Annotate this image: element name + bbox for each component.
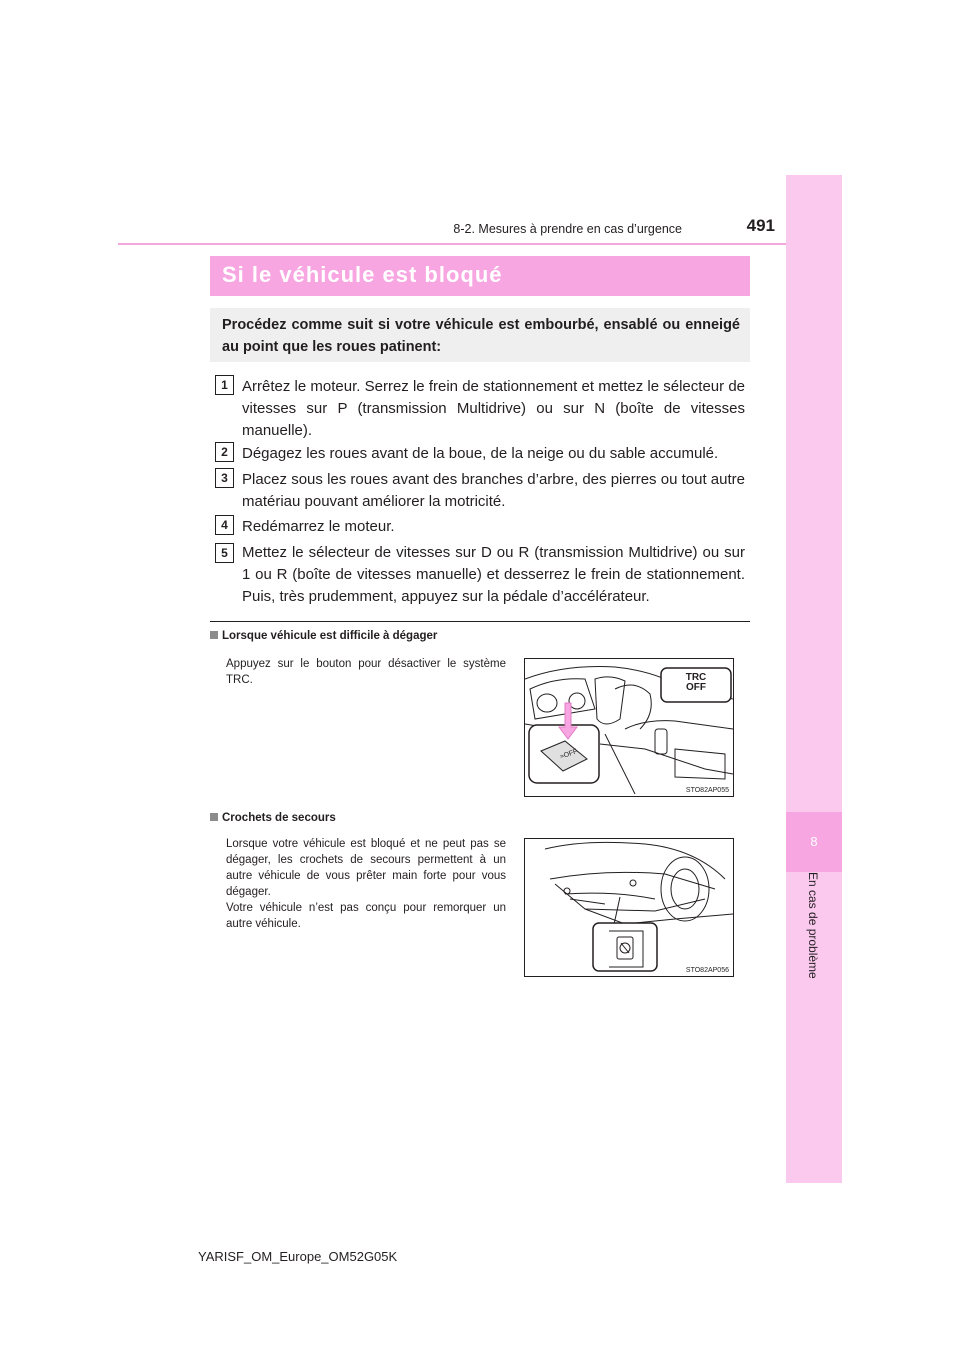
trc-off-label xyxy=(675,673,717,693)
svg-text:≈OFF: ≈OFF xyxy=(559,748,579,761)
square-bullet-icon xyxy=(210,631,218,639)
page-title: Si le véhicule est bloqué xyxy=(222,262,503,287)
step-text-5: Mettez le sélecteur de vitesses sur D ou R (transmission Multidrive) ou sur 1 ou R (boîte de vitesses manuelle) et desserrez le frein de stationnement. Puis, très prudemment, appuyez sur la pédale d’accélérateur. xyxy=(242,544,745,605)
subsection-body-2b: Votre véhicule n’est pas conçu pour remorquer un autre véhicule. xyxy=(226,902,506,930)
chapter-label-box xyxy=(786,872,842,1042)
chapter-label: En cas de problème xyxy=(806,872,820,979)
header-rule xyxy=(118,243,786,245)
subsection-heading-1-text: Lorsque véhicule est difficile à dégager xyxy=(222,630,438,642)
step-text-2: Dégagez les roues avant de la boue, de la neige ou du sable accumulé. xyxy=(242,445,719,462)
trc-off-figure xyxy=(524,658,734,797)
subsection-body-2: Lorsque votre véhicule est bloqué et ne peut pas se dégager, les crochets de secours permettent à un autre véhicule de vous prêter main forte pour vous dégager. xyxy=(226,838,506,898)
step-badge-3: 3 xyxy=(215,468,234,488)
subsection-heading-2-text: Crochets de secours xyxy=(222,812,336,824)
document-footer: YARISF_OM_Europe_OM52G05K xyxy=(198,1249,398,1264)
section-divider xyxy=(210,621,750,622)
intro-text: Procédez comme suit si votre véhicule est embourbé, ensablé ou enneigé au point que les roues patinent: xyxy=(222,317,740,355)
chapter-number: 8 xyxy=(810,834,818,849)
step-text-3: Placez sous les roues avant des branches d’arbre, des pierres ou tout autre matériau pouvant améliorer la motricité. xyxy=(242,471,745,510)
step-badge-5: 5 xyxy=(215,543,234,563)
figure-code-1: STO82AP055 xyxy=(685,787,729,794)
section-title: 8-2. Mesures à prendre en cas d’urgence xyxy=(453,222,682,236)
step-text-1: Arrêtez le moteur. Serrez le frein de stationnement et mettez le sélecteur de vitesses sur P (transmission Multidrive) ou sur N (boîte de vitesses manuelle). xyxy=(242,378,745,439)
subsection-heading-2 xyxy=(210,812,336,824)
subsection-heading-1 xyxy=(210,630,437,642)
step-badge-1: 1 xyxy=(215,375,234,395)
subsection-body-1: Appuyez sur le bouton pour désactiver le système TRC. xyxy=(226,658,506,686)
page-number: 491 xyxy=(746,216,775,235)
square-bullet-icon xyxy=(210,813,218,821)
towing-hook-figure xyxy=(524,838,734,977)
underbody-illustration xyxy=(525,839,733,976)
figure-code-2: STO82AP056 xyxy=(685,967,729,974)
step-badge-2: 2 xyxy=(215,442,234,462)
trc-label-line1: TRC xyxy=(685,672,707,683)
trc-label-line2: OFF xyxy=(686,682,706,693)
step-text-4: Redémarrez le moteur. xyxy=(242,518,395,535)
step-badge-4: 4 xyxy=(215,515,234,535)
